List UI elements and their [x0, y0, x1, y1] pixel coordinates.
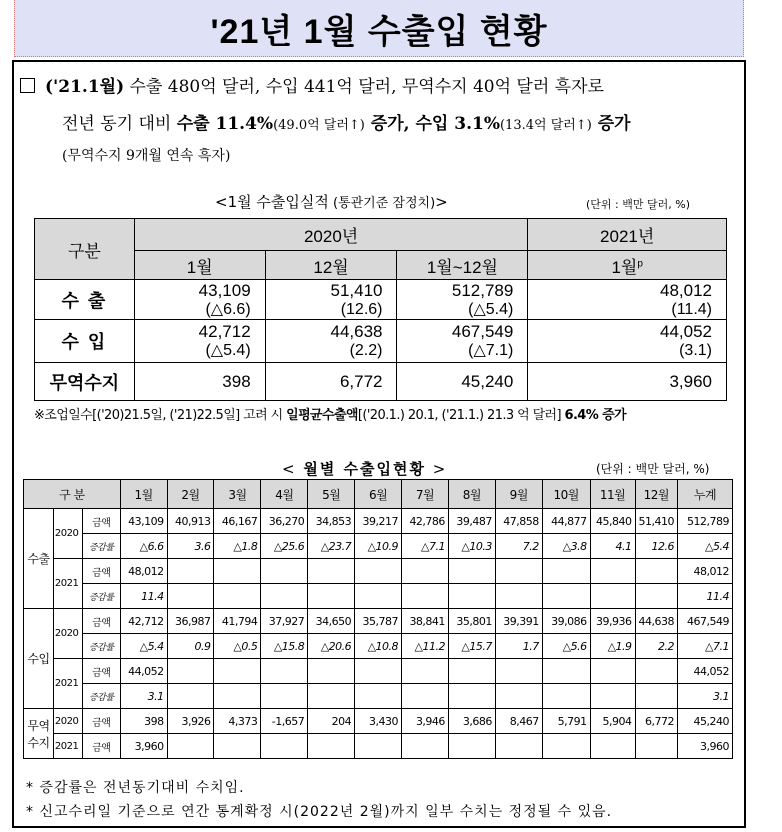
- checkbox-square-icon: [20, 78, 35, 93]
- amount-cell: [635, 734, 678, 759]
- value: 512,789: [451, 280, 514, 300]
- amount-label: 금액: [82, 609, 120, 634]
- amount-cell: [590, 559, 635, 584]
- amount-cell: [635, 559, 678, 584]
- rate-cell: [448, 584, 495, 609]
- value: 51,410: [330, 280, 383, 300]
- amount-cell: 3,960: [120, 734, 167, 759]
- rate-cell: [355, 584, 402, 609]
- amount-cell: 42,786: [402, 509, 449, 534]
- header-jan-2021: [528, 251, 727, 280]
- rate-cell: 3.1: [120, 684, 167, 709]
- table-row: [24, 709, 733, 734]
- rate-cell: [214, 684, 261, 709]
- amount-cell: 3,686: [448, 709, 495, 734]
- year-label: 2020: [53, 509, 82, 559]
- rate-cell: △11.2: [402, 634, 449, 659]
- rate-cell: 3.6: [167, 534, 214, 559]
- year-label: 2021: [53, 734, 82, 759]
- year-label: 2020: [53, 609, 82, 659]
- rate-label: 증감률: [82, 584, 120, 609]
- amount-cell: [448, 734, 495, 759]
- rate-cell: △3.8: [542, 534, 590, 559]
- cell: 398: [134, 363, 265, 401]
- amount-cell: 3,430: [355, 709, 402, 734]
- amount-cell: 44,638: [635, 609, 678, 634]
- rate-cell: [308, 684, 355, 709]
- rate-total: 11.4: [678, 584, 733, 609]
- rate-cell: [261, 584, 308, 609]
- amount-cell: [308, 734, 355, 759]
- import-growth-detail: (13.4억 달러↑): [499, 118, 592, 133]
- header-month: 1월: [120, 480, 167, 509]
- rate-cell: △23.7: [308, 534, 355, 559]
- rate-cell: 0.9: [167, 634, 214, 659]
- summary-headline: 수출 480억 달러, 수입 441억 달러, 무역수지 40억 달러 흑자로: [124, 77, 604, 97]
- cell: [528, 280, 727, 320]
- amount-cell: [214, 559, 261, 584]
- amount-cell: 34,650: [308, 609, 355, 634]
- rate-cell: △10.3: [448, 534, 495, 559]
- amount-cell: 46,167: [214, 509, 261, 534]
- value: 48,012: [660, 280, 712, 300]
- rate-cell: △25.6: [261, 534, 308, 559]
- year-label: 2020: [53, 709, 82, 734]
- cell: [265, 280, 397, 320]
- amount-cell: 36,270: [261, 509, 308, 534]
- header-month: 6월: [355, 480, 402, 509]
- header-jan-2021-label: 1월: [611, 257, 638, 277]
- amount-cell: [355, 734, 402, 759]
- amount-cell: [214, 734, 261, 759]
- amount-cell: 45,840: [590, 509, 635, 534]
- rate-cell: △1.8: [214, 534, 261, 559]
- header-jan-2020: 1월: [134, 251, 265, 280]
- rate-total: 3.1: [678, 684, 733, 709]
- table1-unit: (단위 : 백만 달러, %): [586, 198, 690, 211]
- header-category: 구분: [35, 219, 135, 280]
- rate-cell: 7.2: [495, 534, 542, 559]
- table-row: [24, 684, 733, 709]
- cell: 6,772: [265, 363, 397, 401]
- amount-cell: [167, 559, 214, 584]
- rate-cell: [495, 584, 542, 609]
- amount-cell: [542, 734, 590, 759]
- amount-cell: [448, 659, 495, 684]
- amount-total: 512,789: [678, 509, 733, 534]
- rate-label: 증감률: [82, 634, 120, 659]
- header-month: 11월: [590, 480, 635, 509]
- note-emphasis: 일평균수출액: [286, 408, 358, 423]
- header-2020: 2020년: [134, 219, 528, 251]
- rate-cell: △15.8: [261, 634, 308, 659]
- caption-open: <: [282, 460, 304, 478]
- rate-cell: △0.5: [214, 634, 261, 659]
- amount-cell: [308, 659, 355, 684]
- amount-cell: [635, 659, 678, 684]
- amount-cell: [261, 659, 308, 684]
- amount-cell: 38,841: [402, 609, 449, 634]
- table2-caption: [282, 458, 447, 479]
- rate-cell: [261, 684, 308, 709]
- amount-cell: 43,109: [120, 509, 167, 534]
- amount-cell: 4,373: [214, 709, 261, 734]
- pct: (△5.4): [468, 300, 514, 318]
- header-month: 2월: [167, 480, 214, 509]
- amount-cell: 35,801: [448, 609, 495, 634]
- year-label: 2021: [53, 559, 82, 609]
- amount-cell: 41,794: [214, 609, 261, 634]
- header-month: 12월: [635, 480, 678, 509]
- row-label: 무역수지: [35, 363, 135, 401]
- amount-cell: 204: [308, 709, 355, 734]
- header-month: 3월: [214, 480, 261, 509]
- amount-cell: [448, 559, 495, 584]
- rate-cell: 1.7: [495, 634, 542, 659]
- caption-main: 월별 수출입현황: [303, 460, 426, 478]
- row-label: 수 출: [35, 280, 135, 320]
- header-month: 9월: [495, 480, 542, 509]
- amount-cell: 5,904: [590, 709, 635, 734]
- value: 467,549: [451, 322, 514, 341]
- amount-cell: [495, 559, 542, 584]
- rate-cell: [590, 584, 635, 609]
- footnote-2: * 신고수리일 기준으로 연간 통계확정 시(2022년 2월)까지 일부 수치는 정정될 수 있음.: [26, 804, 613, 820]
- rate-cell: [542, 584, 590, 609]
- rate-cell: △15.7: [448, 634, 495, 659]
- amount-cell: 34,853: [308, 509, 355, 534]
- rate-cell: △7.1: [402, 534, 449, 559]
- table-row: [24, 584, 733, 609]
- amount-cell: 36,987: [167, 609, 214, 634]
- summary-text: 증가: [591, 114, 631, 134]
- amount-label: 금액: [82, 559, 120, 584]
- header-month: 10월: [542, 480, 590, 509]
- summary-period: ('21.1월): [45, 77, 125, 97]
- table1-caption: [215, 191, 448, 212]
- table1-caption-end: >: [435, 193, 448, 211]
- amount-total: 467,549: [678, 609, 733, 634]
- note-text: [('20.1.) 20.1, ('21.1.) 21.3 억 달러]: [357, 408, 565, 423]
- summary-line-2: [62, 109, 631, 134]
- rate-total: △7.1: [678, 634, 733, 659]
- rate-total: △5.4: [678, 534, 733, 559]
- table-row-import: [35, 320, 727, 363]
- cell: [265, 320, 397, 363]
- cell: [528, 320, 727, 363]
- rate-cell: [167, 584, 214, 609]
- amount-cell: [167, 659, 214, 684]
- header-category: 구 분: [24, 480, 121, 509]
- pct: (11.4): [671, 300, 712, 318]
- rate-cell: [167, 684, 214, 709]
- rate-cell: △20.6: [308, 634, 355, 659]
- import-growth: 수입 3.1%: [415, 114, 500, 134]
- cell: [397, 320, 528, 363]
- rate-cell: △5.4: [120, 634, 167, 659]
- amount-label: 금액: [82, 659, 120, 684]
- amount-total: 44,052: [678, 659, 733, 684]
- table-row: [24, 534, 733, 559]
- value: 42,712: [198, 322, 251, 341]
- rate-cell: [590, 684, 635, 709]
- group-label: [24, 709, 54, 759]
- pct: (△6.6): [205, 300, 251, 318]
- header-month: 5월: [308, 480, 355, 509]
- page-title: '21년 1월 수출입 현황: [210, 12, 548, 51]
- value: 44,638: [330, 322, 383, 341]
- amount-cell: 398: [120, 709, 167, 734]
- rate-cell: [355, 684, 402, 709]
- value: 44,052: [660, 322, 712, 341]
- amount-cell: [308, 559, 355, 584]
- amount-cell: 44,052: [120, 659, 167, 684]
- monthly-trade-table: [23, 479, 733, 759]
- cell: [397, 280, 528, 320]
- rate-cell: [448, 684, 495, 709]
- table-header-row: [24, 480, 733, 509]
- summary-line-1: [20, 72, 604, 97]
- cell: 3,960: [528, 363, 727, 401]
- amount-cell: [355, 559, 402, 584]
- export-growth: 수출 11.4%: [176, 114, 274, 134]
- amount-cell: 39,391: [495, 609, 542, 634]
- table-row: [24, 509, 733, 534]
- rate-cell: △5.6: [542, 634, 590, 659]
- preliminary-mark: p: [637, 257, 643, 269]
- note-text: ※조업일수[('20)21.5일, ('21)22.5일] 고려 시: [34, 408, 287, 423]
- amount-cell: [355, 659, 402, 684]
- pct: (3.1): [679, 342, 712, 359]
- rate-cell: 2.2: [635, 634, 678, 659]
- amount-cell: 6,772: [635, 709, 678, 734]
- amount-total: 3,960: [678, 734, 733, 759]
- rate-cell: 12.6: [635, 534, 678, 559]
- amount-label: 금액: [82, 509, 120, 534]
- group-label: 수출: [24, 509, 54, 609]
- summary-text: 증가,: [364, 114, 416, 134]
- cell: [134, 320, 265, 363]
- table-row: [24, 734, 733, 759]
- table1-caption-sub: (통관기준 잠정치): [328, 196, 436, 211]
- rate-cell: [308, 584, 355, 609]
- amount-label: 금액: [82, 709, 120, 734]
- amount-cell: [167, 734, 214, 759]
- rate-cell: 11.4: [120, 584, 167, 609]
- value: 43,109: [198, 280, 251, 300]
- amount-cell: 42,712: [120, 609, 167, 634]
- table2-unit: (단위 : 백만 달러, %): [596, 462, 710, 476]
- table-row-balance: [35, 363, 727, 401]
- pct: (12.6): [340, 300, 383, 318]
- rate-cell: 4.1: [590, 534, 635, 559]
- amount-cell: 5,791: [542, 709, 590, 734]
- rate-cell: △6.6: [120, 534, 167, 559]
- amount-total: 48,012: [678, 559, 733, 584]
- rate-cell: △10.9: [355, 534, 402, 559]
- amount-cell: [590, 659, 635, 684]
- rate-cell: [635, 684, 678, 709]
- rate-cell: [214, 584, 261, 609]
- january-trade-table: [34, 218, 727, 401]
- amount-total: 45,240: [678, 709, 733, 734]
- export-growth-detail: (49.0억 달러↑): [273, 118, 365, 133]
- rate-cell: [402, 584, 449, 609]
- rate-label: 증감률: [82, 684, 120, 709]
- header-dec-2020: 12월: [265, 251, 397, 280]
- amount-cell: [261, 734, 308, 759]
- table-row: [24, 609, 733, 634]
- amount-label: 금액: [82, 734, 120, 759]
- amount-cell: 39,936: [590, 609, 635, 634]
- amount-cell: 37,927: [261, 609, 308, 634]
- table-row: [24, 659, 733, 684]
- amount-cell: 51,410: [635, 509, 678, 534]
- amount-cell: [542, 559, 590, 584]
- note-emphasis: 6.4% 증가: [564, 408, 627, 423]
- group-label: 수입: [24, 609, 54, 709]
- footnote-1: * 증감률은 전년동기대비 수치임.: [26, 780, 245, 796]
- amount-cell: [402, 734, 449, 759]
- amount-cell: 47,858: [495, 509, 542, 534]
- header-full-year-2020: 1월~12월: [397, 251, 528, 280]
- header-total: 누계: [678, 480, 733, 509]
- amount-cell: 35,787: [355, 609, 402, 634]
- amount-cell: [495, 734, 542, 759]
- amount-cell: 39,217: [355, 509, 402, 534]
- header-month: 7월: [402, 480, 449, 509]
- summary-line-3: (무역수지 9개월 연속 흑자): [62, 148, 231, 164]
- rate-cell: △1.9: [590, 634, 635, 659]
- cell: 45,240: [397, 363, 528, 401]
- amount-cell: -1,657: [261, 709, 308, 734]
- amount-cell: [542, 659, 590, 684]
- amount-cell: 3,926: [167, 709, 214, 734]
- rate-cell: [402, 684, 449, 709]
- rate-cell: △10.8: [355, 634, 402, 659]
- header-month: 8월: [448, 480, 495, 509]
- pct: (△7.1): [468, 342, 514, 359]
- header-month: 4월: [261, 480, 308, 509]
- pct: (△5.4): [205, 342, 251, 359]
- amount-cell: 39,487: [448, 509, 495, 534]
- group-label-line: 무역: [27, 718, 50, 733]
- amount-cell: 40,913: [167, 509, 214, 534]
- caption-close: >: [426, 460, 448, 478]
- table1-caption-main: <1월 수출입실적: [215, 193, 329, 211]
- year-label: 2021: [53, 659, 82, 709]
- amount-cell: [590, 734, 635, 759]
- title-banner: [14, 0, 744, 57]
- table1-note: [34, 404, 626, 423]
- amount-cell: 44,877: [542, 509, 590, 534]
- rate-cell: [542, 684, 590, 709]
- row-label: 수 입: [35, 320, 135, 363]
- header-2021: 2021년: [528, 219, 727, 251]
- rate-label: 증감률: [82, 534, 120, 559]
- amount-cell: [214, 659, 261, 684]
- table-row-export: [35, 280, 727, 320]
- amount-cell: [495, 659, 542, 684]
- amount-cell: [402, 559, 449, 584]
- cell: [134, 280, 265, 320]
- amount-cell: 3,946: [402, 709, 449, 734]
- amount-cell: 39,086: [542, 609, 590, 634]
- amount-cell: [261, 559, 308, 584]
- table-row: [24, 559, 733, 584]
- amount-cell: 8,467: [495, 709, 542, 734]
- group-label-line: 수지: [27, 735, 50, 750]
- table-row: [24, 634, 733, 659]
- pct: (2.2): [349, 342, 383, 359]
- amount-cell: 48,012: [120, 559, 167, 584]
- rate-cell: [635, 584, 678, 609]
- summary-text: 전년 동기 대비: [62, 114, 177, 134]
- rate-cell: [495, 684, 542, 709]
- amount-cell: [402, 659, 449, 684]
